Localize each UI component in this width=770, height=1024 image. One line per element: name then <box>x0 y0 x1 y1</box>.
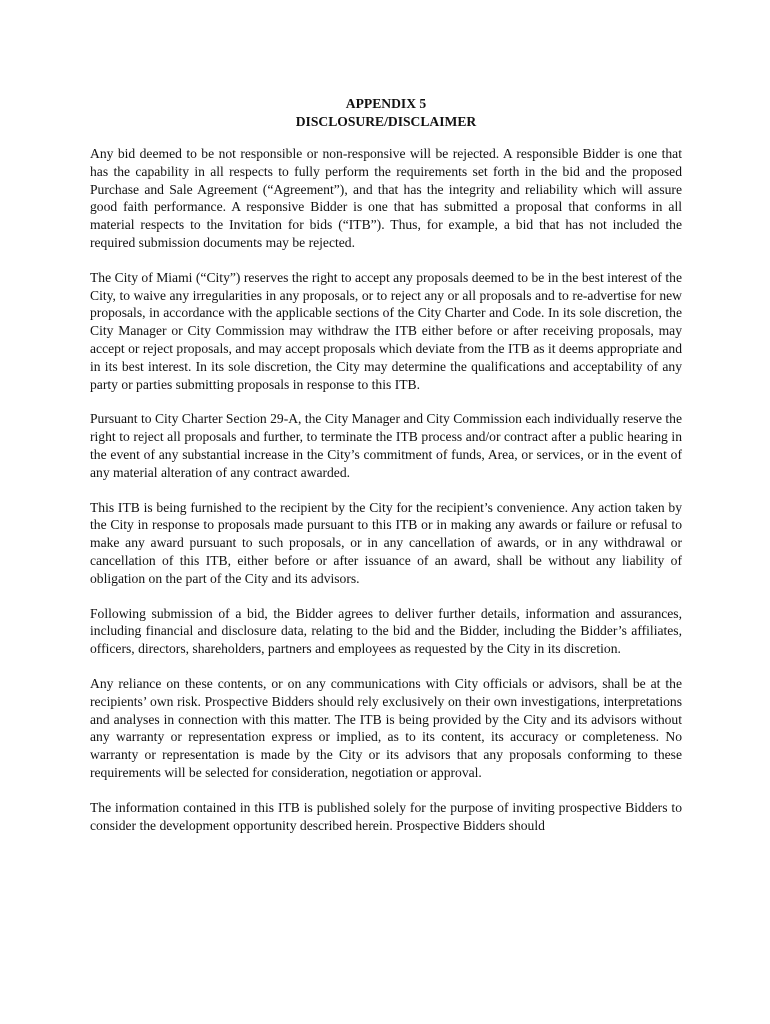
paragraph-charter-section: Pursuant to City Charter Section 29-A, the City Manager and City Commission each individually reserve the right to reject all proposals and further, to terminate the ITB process and/or contract after a public hearing in the event of any substantial increase in the City’s commitment of funds, Area, or services, or in the event of any material alteration of any contract awarded. <box>90 411 682 480</box>
paragraph-reliance: Any reliance on these contents, or on any communications with City officials or advisors, shall be at the recipients’ own risk. Prospective Bidders should rely exclusively on their own investigations, interpretations and analyses in connection with this matter. The ITB is being provided by the City and its advisors without any warranty or representation express or implied, as to its content, its accuracy or completeness. No warranty or representation is made by the City or its advisors that any proposals conforming to these requirements will be selected for consideration, negotiation or approval. <box>90 675 682 780</box>
section-title: DISCLOSURE/DISCLAIMER <box>295 114 477 129</box>
document-headings <box>90 95 682 131</box>
paragraph-city-rights: The City of Miami (“City”) reserves the right to accept any proposals deemed to be in the best interest of the City, to waive any irregularities in any proposals, or to reject any or all proposals and to re-advertise for new proposals, in accordance with the applicable sections of the City Charter and Code. In its sole discretion, the City Manager or City Commission may withdraw the ITB either before or after receiving proposals, may accept or reject proposals, and may accept proposals which deviate from the ITB as it deems appropriate and in its best interest. In its sole discretion, the City may determine the qualifications and acceptability of any party or parties submitting proposals in response to this ITB. <box>90 269 682 392</box>
paragraph-convenience: This ITB is being furnished to the recipient by the City for the recipient’s convenience. Any action taken by the City in response to proposals made pursuant to this ITB or in making any awards or failure or refusal to make any award pursuant to such proposals, or in any cancellation of awards, or in any withdrawal or cancellation of this ITB, either before or after issuance of an award, shall be without any liability of obligation on the part of the City and its advisors. <box>90 499 682 586</box>
paragraph-responsibility: Any bid deemed to be not responsible or non-responsive will be rejected. A responsible Bidder is one that has the capability in all respects to fully perform the requirements set forth in the bid and the proposed Purchase and Sale Agreement (“Agreement”), and that has the integrity and reliability which will assure good faith performance. A responsive Bidder is one that has submitted a proposal that conforms in all material respects to the Invitation for bids (“ITB”). Thus, for example, a bid that has not included the required submission documents may be rejected. <box>90 146 682 250</box>
paragraph-submission: Following submission of a bid, the Bidder agrees to deliver further details, information and assurances, including financial and disclosure data, relating to the bid and the Bidder, including the Bidder’s affiliates, officers, directors, shareholders, partners and employees as requested by the City in its discretion. <box>90 605 682 657</box>
document-content <box>90 95 682 851</box>
appendix-title: APPENDIX 5 <box>345 96 427 111</box>
paragraph-information: The information contained in this ITB is published solely for the purpose of inviting prospective Bidders to consider the development opportunity described herein. Prospective Bidders should <box>90 799 682 833</box>
